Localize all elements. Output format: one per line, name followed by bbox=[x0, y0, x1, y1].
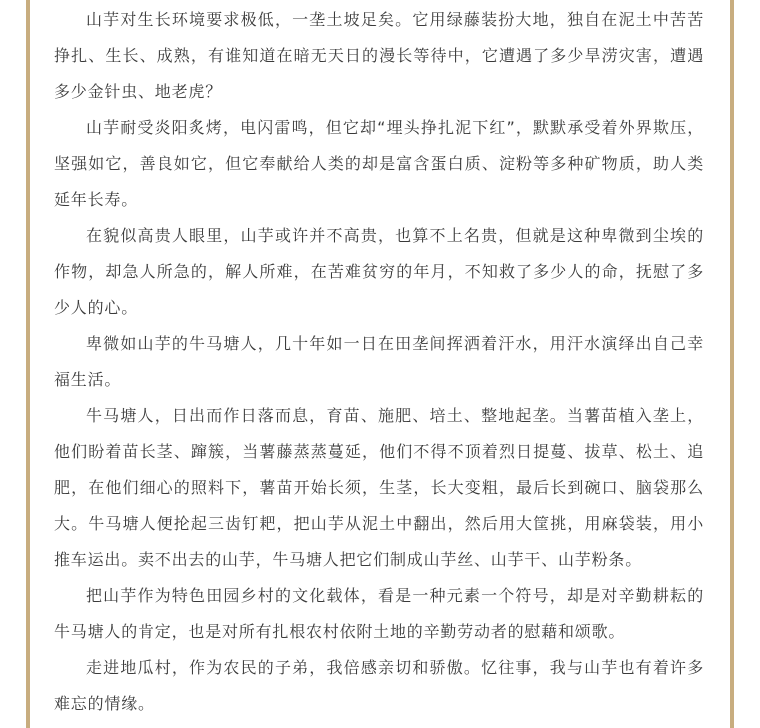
paragraph-4: 卑微如山芋的牛马塘人，几十年如一日在田垄间挥洒着汗水，用汗水演绎出自己幸福生活。 bbox=[54, 334, 704, 389]
paragraph-1: 山芋对生长环境要求极低，一垄土坡足矣。它用绿藤装扮大地，独自在泥土中苦苦挣扎、生长、成熟，有谁知道在暗无天日的漫长等待中，它遭遇了多少旱涝灾害，遭遇多少金针虫、地老虎？ bbox=[54, 10, 704, 101]
paragraph-7: 走进地瓜村，作为农民的子弟，我倍感亲切和骄傲。忆往事，我与山芋也有着许多难忘的情缘。 bbox=[54, 658, 704, 713]
paragraph-3: 在貌似高贵人眼里，山芋或许并不高贵，也算不上名贵，但就是这种卑微到尘埃的作物，却急人所急的，解人所难，在苦难贫穷的年月，不知救了多少人的命，抚慰了多少人的心。 bbox=[54, 226, 704, 317]
paragraph-2: 山芋耐受炎阳炙烤，电闪雷鸣，但它却“埋头挣扎泥下红”，默默承受着外界欺压，坚强如它，善良如它，但它奉献给人类的却是富含蛋白质、淀粉等多种矿物质，助人类延年长寿。 bbox=[54, 118, 704, 209]
right-border-line bbox=[730, 0, 734, 728]
paragraph-6: 把山芋作为特色田园乡村的文化载体，看是一种元素一个符号，却是对辛勤耕耘的牛马塘人的肯定，也是对所有扎根农村依附土地的辛勤劳动者的慰藉和颂歌。 bbox=[54, 586, 704, 641]
paragraph-5: 牛马塘人，日出而作日落而息，育苗、施肥、培土、整地起垄。当薯苗植入垄上，他们盼着苗长茎、蹿簇，当薯藤蒸蒸蔓延，他们不得不顶着烈日提蔓、拔草、松土、追肥，在他们细心的照料下，薯苗开始长须，生茎，长大变粗，最后长到碗口、脑袋那么大。牛马塘人便抡起三齿钉耙，把山芋从泥土中翻出，然后用大筐挑，用麻袋装，用小推车运出。卖不出去的山芋，牛马塘人把它们制成山芋丝、山芋干、山芋粉条。 bbox=[54, 406, 704, 569]
left-border-line bbox=[26, 0, 30, 728]
article-body bbox=[54, 2, 704, 722]
